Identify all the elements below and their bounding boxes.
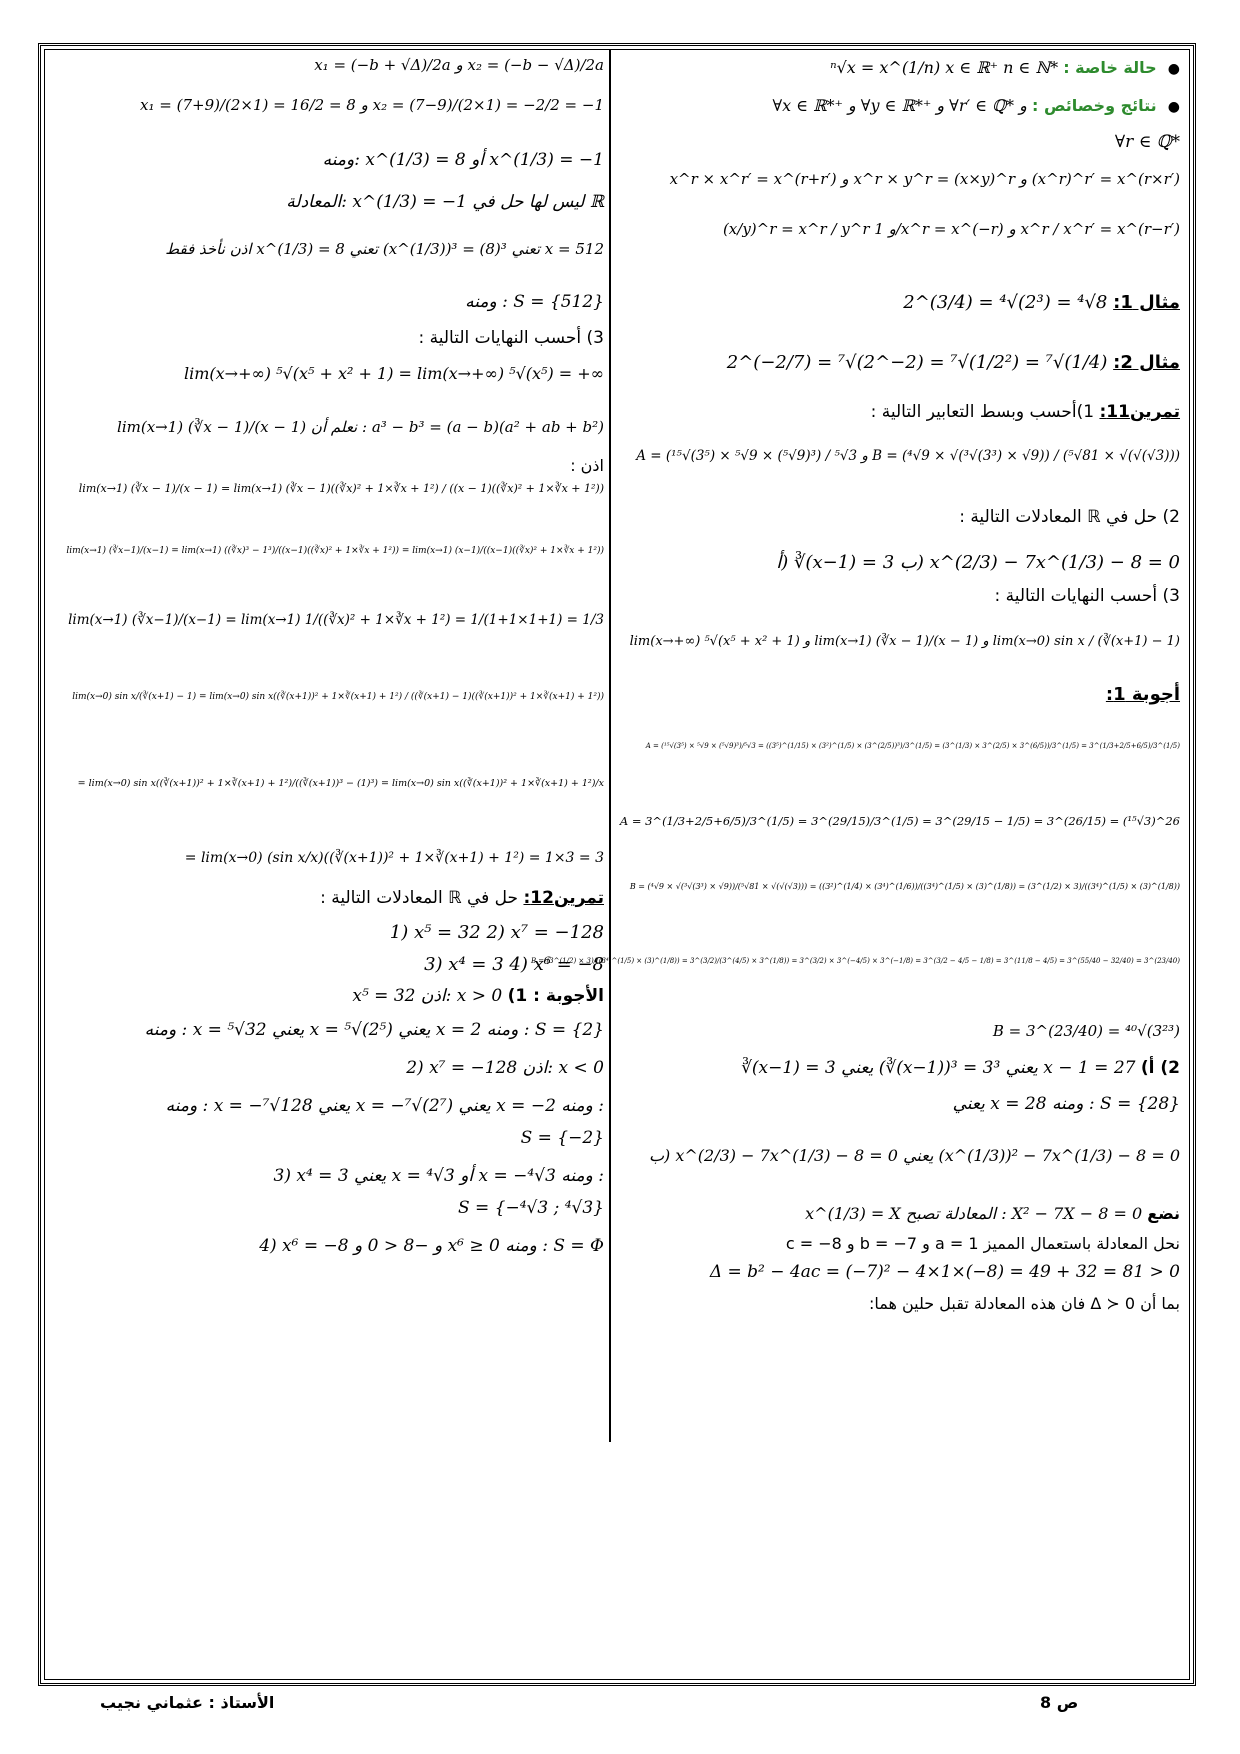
answer-B-line-2: B = (3^(1/2) × 3)/((3⁴)^(1/5) × (3)^(1/8)) = 3^(3/2)/(3^(4/5) × 3^(1/8)) = 3^(3/2) × 3^(−4/5) × 3^(−1/8) = 3^(3/2 − 4/5 − 1/8) = 3^(11/8 − 4/5) = 3^(55/40 − 32/40) = 3^(23/40) [530,957,1180,965]
exercise-11-q3-items: lim(x→+∞) ⁵√(x⁵ + x² + 1) و lim(x→1) (∛x − 1)/(x − 1) و lim(x→0) sin x / (∛(x+1) − 1) [629,634,1180,649]
roots-formula: x₁ = (−b + √Δ)/2a و x₂ = (−b − √Δ)/2a [314,56,604,74]
answer-A-line-1: A = (¹⁵√(3⁵) × ⁵√9 × (⁵√9)³)/⁵√3 = ((3⁵)^(1/15) × (3²)^(1/5) × (3^(2/5))³)/3^(1/5) = (3^(1/3) × 3^(2/5) × 3^(6/5))/3^(1/5) = 3^(1/3+2/5+6/5)/3^(1/5) [645,742,1180,750]
bullet-icon: ● [1167,61,1180,77]
roots-values: x₁ = (7+9)/(2×1) = 16/2 = 8 و x₂ = (7−9)/(2×1) = −2/2 = −1 [140,96,604,114]
limit-2-step-2: lim(x→1) (∛x−1)/(x−1) = lim(x→1) ((∛x)³ − 1³)/((x−1)((∛x)² + 1×∛x + 1²)) = lim(x→1) (x−1)/((x−1)((∛x)² + 1×∛x + 1²)) [66,546,604,556]
exercise-12-heading [320,888,604,908]
exercise-11-heading [871,402,1180,422]
exercise-11-q2-num: 2) [1162,507,1180,527]
exercise-11-q2-text: حل في ℝ المعادلات التالية : [959,507,1158,527]
exercise-11-expressions: A = (¹⁵√(3⁵) × ⁵√9 × (⁵√9)³) / ⁵√3 و B = (⁴√9 × √(³√(3³) × √9)) / (⁵√81 × √(√(√3))) [636,448,1180,464]
answer-2b: ب) x^(2/3) − 7x^(1/3) − 8 = 0 يعني (x^(1/3))² − 7x^(1/3) − 8 = 0 [648,1146,1180,1165]
property-line-2: (x/y)^r = x^r / y^r و 1/x^r = x^(−r) و x^r / x^r′ = x^(r−r′) [722,220,1180,238]
substitution-line [805,1204,1180,1223]
answer-12-1a [352,986,604,1006]
exercise-11-q2-items: أ) ∛(x−1) = 3 ب) x^(2/3) − 7x^(1/3) − 8 = 0 [776,552,1180,573]
results-domain2: ∀r ∈ ℚ* [1114,132,1180,152]
discriminant-line: نحل المعادلة باستعمال المميز a = 1 و b = −7 و c = −8 [785,1234,1180,1253]
property-line-1: x^r × x^r′ = x^(r+r′) و x^r × y^r = (x×y)^r و (x^r)^r′ = x^(r×r′) [669,170,1180,188]
answer-12-2b: ومنه : x = −⁷√128 يعني x = −⁷√(2⁷) يعني x = −2 ومنه : [165,1096,604,1116]
exercise-11-q2 [959,507,1180,527]
teacher-name: الأستاذ : عثماني نجيب [100,1693,275,1712]
special-case-line [830,58,1180,77]
exercise-12-question: حل في ℝ المعادلات التالية : [320,888,519,908]
answer-B-line-3: B = 3^(23/40) = ⁴⁰√(3²³) [992,1022,1180,1040]
limit-1: lim(x→+∞) ⁵√(x⁵ + x² + 1) = lim(x→+∞) ⁵√(x⁵) = +∞ [183,364,604,383]
exercise-12-items-2: 3) x⁴ = 3 4) x⁶ = −8 [424,954,604,975]
page-number: ص 8 [1040,1693,1079,1712]
exercise-11-label: تمرين11: [1099,402,1180,422]
special-case-label: حالة خاصة : [1063,58,1157,77]
limit-2-step-1: lim(x→1) (∛x − 1)/(x − 1) = lim(x→1) (∛x − 1)((∛x)² + 1×∛x + 1²) / ((x − 1)((∛x)² + 1×∛x + 1²)) [78,482,604,495]
answer-B-line-1: B = (⁴√9 × √(³√(3³) × √9))/(⁵√81 × √(√(√3))) = ((3²)^(1/4) × (3⁴)^(1/6))/((3⁴)^(1/5) × (3)^(1/8)) = (3^(1/2) × 3)/((3⁴)^(1/5) × (3)^(1/8)) [629,882,1180,891]
answer-12-4: 4) x⁶ = −8 و −8 < 0 و x⁶ ≥ 0 ومنه : S = Φ [259,1236,604,1256]
answer-12-1b: ومنه : x = ⁵√32 يعني x = ⁵√(2⁵) يعني x = 2 ومنه : S = {2} [144,1020,604,1040]
example-1 [903,292,1180,313]
answers-12-label: الأجوبة : 1) [507,986,604,1006]
results-label: نتائج وخصائص : [1031,96,1157,115]
solution-set-512: ومنه : S = {512} [465,292,604,312]
answer-2a-result: يعني x = 28 ومنه : S = {28} [952,1094,1180,1114]
limit-2-intro: lim(x→1) (∛x − 1)/(x − 1) نعلم أن : a³ − b³ = (a − b)(a² + ab + b²) [117,418,604,436]
take-only: اذن نأخذ فقط x^(1/3) = 8 تعني (x^(1/3))³ = (8)³ تعني x = 512 [165,240,604,258]
exercise-11-q3: 3) أحسب النهايات التالية : [994,586,1180,606]
answer-2a [741,1058,1180,1078]
answers-1-heading: أجوبة 1: [1105,684,1180,705]
exercise-11-q1: 1)أحسب وبسط التعابير التالية : [870,402,1095,422]
limit-3-step-1: lim(x→0) sin x/(∛(x+1) − 1) = lim(x→0) sin x((∛(x+1))² + 1×∛(x+1) + 1²) / ((∛(x+1) − 1)((∛(x+1))² + 1×∛(x+1) + 1²)) [72,692,604,702]
example-1-formula: 2^(3/4) = ⁴√(2³) = ⁴√8 [903,292,1108,313]
bullet-icon: ● [1167,99,1180,115]
limit-3-step-2: = lim(x→0) sin x((∛(x+1))² + 1×∛(x+1) + 1²)/((∛(x+1))³ − (1)³) = lim(x→0) sin x((∛(x+1))² + 1×∛(x+1) + 1²)/x [77,778,604,789]
delta-line: Δ = b² − 4ac = (−7)² − 4×1×(−8) = 49 + 32 = 81 > 0 [709,1262,1180,1282]
answer-12-1a-text: x⁵ = 32 اذن: x > 0 [352,986,503,1006]
exercise-12-items-1: 1) x⁵ = 32 2) x⁷ = −128 [389,922,604,943]
then-label: اذن : [570,456,604,475]
no-solution: المعادلة: x^(1/3) = −1 ليس لها حل في ℝ [286,192,604,212]
answer-12-2a: 2) x⁷ = −128 اذن: x < 0 [406,1058,604,1078]
hence-roots: ومنه: x^(1/3) = 8 أو x^(1/3) = −1 [322,150,604,170]
limit-3-step-3: = lim(x→0) (sin x/x)((∛(x+1))² + 1×∛(x+1) + 1²) = 1×3 = 3 [184,850,604,866]
put-label: نضع [1147,1204,1180,1223]
answer-2a-text: ∛(x−1) = 3 يعني (∛(x−1))³ = 3³ يعني x − 1 = 27 [741,1058,1136,1078]
example-2-formula: 2^(−2/7) = ⁷√(2^−2) = ⁷√(1/2²) = ⁷√(1/4) [726,352,1108,373]
limit-2-step-3: lim(x→1) (∛x−1)/(x−1) = lim(x→1) 1/((∛x)² + 1×∛x + 1²) = 1/(1+1×1+1) = 1/3 [68,612,604,628]
answer-12-3b: S = {−⁴√3 ; ⁴√3} [457,1198,604,1218]
answer-A-line-2: A = 3^(1/3+2/5+6/5)/3^(1/5) = 3^(29/15)/3^(1/5) = 3^(29/15 − 1/5) = 3^(26/15) = (¹⁵√3)^26 [619,814,1180,828]
results-line [772,96,1180,115]
column-divider [609,50,611,1442]
answer-12-3a: 3) x⁴ = 3 يعني x = ⁴√3 أو x = −⁴√3 ومنه : [273,1166,604,1186]
exercise-12-label: تمرين12: [523,888,604,908]
limits-question: 3) أحسب النهايات التالية : [418,328,604,348]
example-1-label: مثال 1: [1113,292,1180,313]
put-text: x^(1/3) = X المعادلة تصبح : X² − 7X − 8 = 0 [805,1204,1143,1223]
since-delta-line: بما أن Δ ≻ 0 فان هذه المعادلة تقبل حلين هما: [868,1294,1180,1313]
answer-12-2c: S = {−2} [520,1128,604,1148]
example-2-label: مثال 2: [1113,352,1180,373]
special-case-formula: ⁿ√x = x^(1/n) x ∈ ℝ⁺ n ∈ ℕ* [830,58,1059,77]
example-2 [727,352,1180,373]
results-domains: ∀x ∈ ℝ*⁺ و ∀y ∈ ℝ*⁺ و ∀r′ ∈ ℚ* و [772,96,1027,115]
answer-2a-prefix: 2) أ) [1140,1058,1180,1078]
